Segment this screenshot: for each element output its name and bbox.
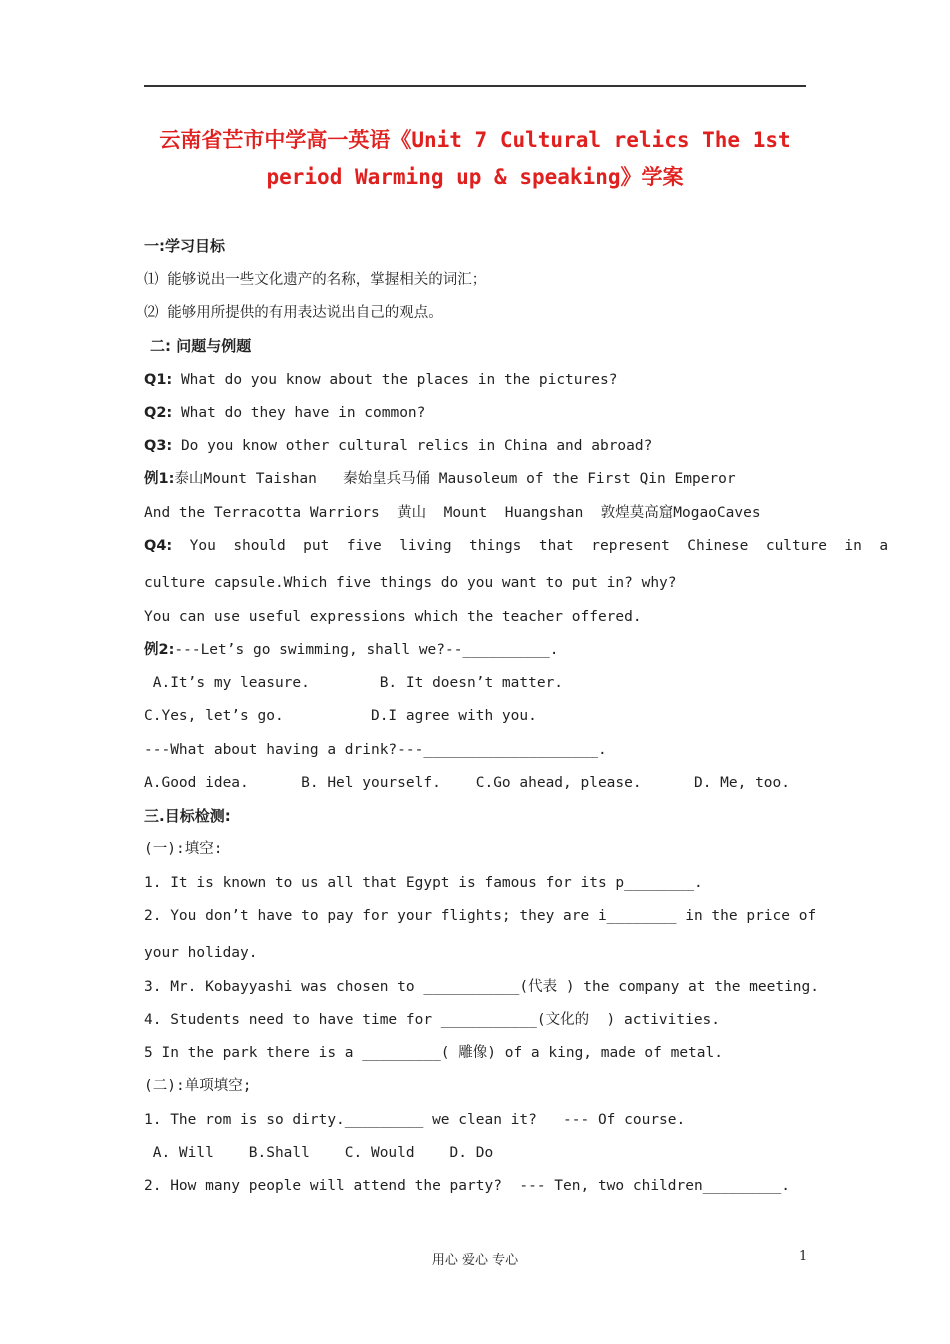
question-q2 — [144, 403, 425, 423]
example2-options-a: A.It’s my leasure. B. It doesn’t matter. — [144, 675, 564, 691]
q1-label: Q1: — [144, 372, 173, 388]
ex1-label: 例1: — [144, 471, 175, 487]
header-rule — [144, 85, 806, 87]
fill-item-2-cont: your holiday. — [144, 945, 258, 961]
question-q4-line1 — [144, 536, 888, 556]
question-q3 — [144, 436, 652, 456]
q3-text: Do you know other cultural relics in China and abroad? — [172, 438, 653, 454]
section3-heading: 三.目标检测: — [144, 807, 231, 825]
question-q4-line2: culture capsule.Which five things do you want to put in? why? — [144, 575, 677, 591]
choice-item-1: 1. The rom is so dirty._________ we clean it? --- Of course. — [144, 1112, 686, 1128]
example2-question1 — [144, 640, 559, 660]
fill-item-2: 2. You don’t have to pay for your flights; they are i________ in the price of — [144, 908, 817, 924]
fill-item-3: 3. Mr. Kobayyashi was chosen to ___________(代表 ) the company at the meeting. — [144, 979, 820, 995]
section1-heading: 一:学习目标 — [144, 237, 225, 255]
question-q4-line3: You can use useful expressions which the teacher offered. — [144, 609, 642, 625]
choice-item-1-options: A. Will B.Shall C. Would D. Do — [144, 1145, 494, 1161]
q3-label: Q3: — [144, 438, 173, 454]
example1-line1 — [144, 469, 736, 489]
objective-1: ⑴ 能够说出一些文化遗产的名称，掌握相关的词汇； — [144, 272, 487, 288]
page-number: 1 — [799, 1249, 808, 1264]
fill-item-5: 5 In the park there is a _________( 雕像) of a king, made of metal. — [144, 1045, 723, 1061]
q4-text: You should put five living things that represent Chinese culture in a — [172, 538, 889, 554]
objective-2: ⑵ 能够用所提供的有用表达说出自己的观点。 — [144, 305, 443, 321]
example1-line2: And the Terracotta Warriors 黄山 Mount Huangshan 敦煌莫高窟MogaoCaves — [144, 505, 761, 521]
ex2-label: 例2: — [144, 642, 175, 658]
section2-heading: 二: 问题与例题 — [150, 337, 252, 355]
q1-text: What do you know about the places in the pictures? — [172, 372, 618, 388]
example2-options-2: A.Good idea. B. Hel yourself. C.Go ahead, please. D. Me, too. — [144, 775, 791, 791]
page-footer: 用心 爱心 专心 — [431, 1253, 519, 1268]
choice-item-2: 2. How many people will attend the party? --- Ten, two children_________. — [144, 1178, 791, 1194]
q2-label: Q2: — [144, 405, 173, 421]
example2-options-b: C.Yes, let’s go. D.I agree with you. — [144, 708, 537, 724]
ex1-text: 泰山Mount Taishan 秦始皇兵马俑 Mausoleum of the First Qin Emperor — [174, 471, 736, 487]
q4-label: Q4: — [144, 538, 173, 554]
question-q1 — [144, 370, 617, 390]
ex2-q1: ---Let’s go swimming, shall we?--__________. — [174, 642, 559, 658]
doc-title-line1: 云南省芒市中学高一英语《Unit 7 Cultural relics The 1st — [159, 128, 791, 152]
q2-text: What do they have in common? — [172, 405, 426, 421]
choice-heading: (二):单项填空; — [144, 1078, 252, 1094]
example2-question2: ---What about having a drink?---____________________. — [144, 742, 607, 758]
fill-item-1: 1. It is known to us all that Egypt is famous for its p________. — [144, 875, 703, 891]
doc-title-line2: period Warming up & speaking》学案 — [266, 165, 684, 189]
fill-item-4: 4. Students need to have time for ___________(文化的 ) activities. — [144, 1012, 721, 1028]
fill-heading: (一):填空: — [144, 841, 223, 857]
